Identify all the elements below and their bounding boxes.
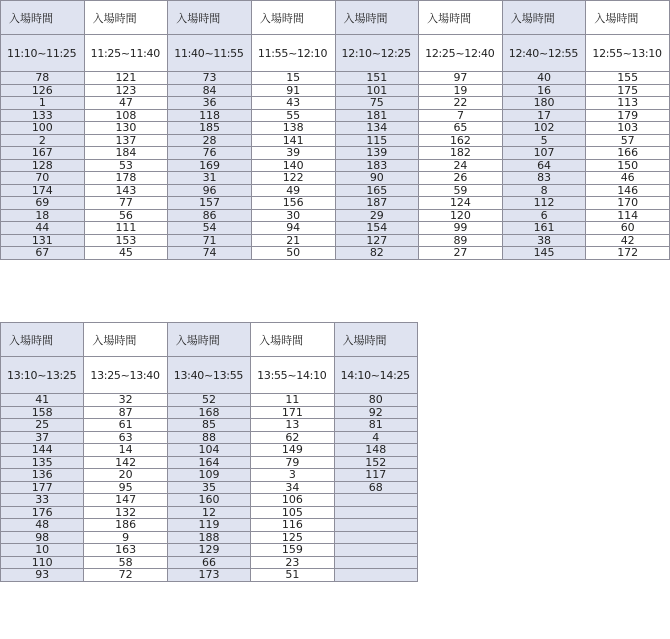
number-cell: 174 (1, 184, 85, 197)
number-cell: 121 (84, 72, 168, 85)
number-cell: 19 (419, 84, 503, 97)
number-cell: 22 (419, 97, 503, 110)
number-cell: 101 (335, 84, 419, 97)
number-cell (334, 531, 417, 544)
table-row (1, 469, 418, 482)
number-cell: 88 (167, 431, 250, 444)
number-cell: 171 (251, 406, 334, 419)
number-cell: 59 (419, 184, 503, 197)
number-cell: 184 (84, 147, 168, 160)
number-cell: 167 (1, 147, 85, 160)
number-cell: 14 (84, 444, 167, 457)
table-row (1, 544, 418, 557)
number-cell: 135 (1, 456, 84, 469)
time-range: 13:25~13:40 (84, 357, 167, 394)
number-cell: 140 (251, 159, 335, 172)
number-cell: 187 (335, 197, 419, 210)
number-cell: 84 (168, 84, 252, 97)
number-cell: 81 (334, 419, 417, 432)
number-cell: 49 (251, 184, 335, 197)
number-cell: 138 (251, 122, 335, 135)
number-cell: 182 (419, 147, 503, 160)
number-cell: 69 (1, 197, 85, 210)
number-cell: 92 (334, 406, 417, 419)
number-cell: 76 (168, 147, 252, 160)
time-range: 12:40~12:55 (502, 35, 586, 72)
number-cell: 7 (419, 109, 503, 122)
number-cell: 103 (586, 122, 670, 135)
table-row (1, 72, 670, 85)
number-cell: 70 (1, 172, 85, 185)
table-row (1, 147, 670, 160)
number-cell: 157 (168, 197, 252, 210)
schedule-table-1-body (1, 1, 670, 260)
number-cell: 47 (84, 97, 168, 110)
number-cell: 134 (335, 122, 419, 135)
number-cell: 179 (586, 109, 670, 122)
number-cell: 173 (167, 569, 250, 582)
number-cell: 169 (168, 159, 252, 172)
column-header: 入場時間 (167, 323, 250, 357)
time-range: 14:10~14:25 (334, 357, 417, 394)
number-cell: 4 (334, 431, 417, 444)
number-cell: 126 (1, 84, 85, 97)
number-cell: 124 (419, 197, 503, 210)
table-row (1, 431, 418, 444)
table-row (1, 394, 418, 407)
number-cell: 180 (502, 97, 586, 110)
schedule-table-2-body (1, 323, 418, 582)
number-cell: 118 (168, 109, 252, 122)
number-cell (334, 519, 417, 532)
schedule-table-1 (0, 0, 670, 260)
number-cell: 150 (586, 159, 670, 172)
number-cell: 129 (167, 544, 250, 557)
number-cell: 102 (502, 122, 586, 135)
number-cell: 113 (586, 97, 670, 110)
table-row (1, 456, 418, 469)
number-cell: 13 (251, 419, 334, 432)
column-header: 入場時間 (502, 1, 586, 35)
number-cell: 143 (84, 184, 168, 197)
number-cell: 125 (251, 531, 334, 544)
number-cell: 108 (84, 109, 168, 122)
number-cell: 62 (251, 431, 334, 444)
number-cell: 41 (1, 394, 84, 407)
number-cell: 23 (251, 556, 334, 569)
number-cell: 133 (1, 109, 85, 122)
time-range: 11:25~11:40 (84, 35, 168, 72)
number-cell: 161 (502, 222, 586, 235)
number-cell: 83 (502, 172, 586, 185)
number-cell: 33 (1, 494, 84, 507)
number-cell: 91 (251, 84, 335, 97)
column-header: 入場時間 (168, 1, 252, 35)
number-cell: 122 (251, 172, 335, 185)
column-header: 入場時間 (251, 1, 335, 35)
number-cell: 123 (84, 84, 168, 97)
number-cell: 65 (419, 122, 503, 135)
column-header: 入場時間 (419, 1, 503, 35)
number-cell: 164 (167, 456, 250, 469)
table-row (1, 134, 670, 147)
number-cell: 172 (586, 247, 670, 260)
number-cell: 8 (502, 184, 586, 197)
number-cell: 162 (419, 134, 503, 147)
number-cell: 38 (502, 234, 586, 247)
number-cell: 104 (167, 444, 250, 457)
number-cell: 90 (335, 172, 419, 185)
number-cell: 3 (251, 469, 334, 482)
table-row (1, 481, 418, 494)
table-row (1, 406, 418, 419)
time-range: 12:55~13:10 (586, 35, 670, 72)
number-cell: 68 (334, 481, 417, 494)
number-cell: 116 (251, 519, 334, 532)
number-cell: 160 (167, 494, 250, 507)
number-cell: 177 (1, 481, 84, 494)
number-cell: 89 (419, 234, 503, 247)
number-cell: 142 (84, 456, 167, 469)
number-cell (334, 569, 417, 582)
number-cell (334, 544, 417, 557)
number-cell: 85 (167, 419, 250, 432)
number-cell: 144 (1, 444, 84, 457)
number-cell: 110 (1, 556, 84, 569)
number-cell: 20 (84, 469, 167, 482)
number-cell: 35 (167, 481, 250, 494)
number-cell: 96 (168, 184, 252, 197)
header-row (1, 323, 418, 357)
number-cell: 43 (251, 97, 335, 110)
number-cell: 56 (84, 209, 168, 222)
table-row (1, 247, 670, 260)
number-cell: 48 (1, 519, 84, 532)
number-cell: 18 (1, 209, 85, 222)
number-cell: 57 (586, 134, 670, 147)
number-cell: 11 (251, 394, 334, 407)
time-range: 13:40~13:55 (167, 357, 250, 394)
number-cell: 12 (167, 506, 250, 519)
number-cell: 78 (1, 72, 85, 85)
table-row (1, 209, 670, 222)
table-row (1, 494, 418, 507)
number-cell: 36 (168, 97, 252, 110)
number-cell: 163 (84, 544, 167, 557)
number-cell: 112 (502, 197, 586, 210)
number-cell: 119 (167, 519, 250, 532)
number-cell: 75 (335, 97, 419, 110)
table-row (1, 531, 418, 544)
time-range-row (1, 35, 670, 72)
number-cell: 111 (84, 222, 168, 235)
number-cell: 148 (334, 444, 417, 457)
number-cell: 32 (84, 394, 167, 407)
number-cell: 181 (335, 109, 419, 122)
number-cell: 66 (167, 556, 250, 569)
number-cell: 165 (335, 184, 419, 197)
number-cell: 24 (419, 159, 503, 172)
number-cell: 127 (335, 234, 419, 247)
number-cell: 67 (1, 247, 85, 260)
number-cell: 128 (1, 159, 85, 172)
number-cell: 114 (586, 209, 670, 222)
table-row (1, 122, 670, 135)
number-cell: 52 (167, 394, 250, 407)
number-cell: 54 (168, 222, 252, 235)
number-cell: 149 (251, 444, 334, 457)
number-cell: 51 (251, 569, 334, 582)
number-cell: 115 (335, 134, 419, 147)
column-header: 入場時間 (84, 323, 167, 357)
number-cell: 93 (1, 569, 84, 582)
number-cell: 98 (1, 531, 84, 544)
number-cell: 158 (1, 406, 84, 419)
number-cell: 6 (502, 209, 586, 222)
table-row (1, 172, 670, 185)
time-range-row (1, 357, 418, 394)
number-cell: 37 (1, 431, 84, 444)
time-range: 13:55~14:10 (251, 357, 334, 394)
number-cell: 74 (168, 247, 252, 260)
number-cell: 86 (168, 209, 252, 222)
table-row (1, 84, 670, 97)
number-cell: 185 (168, 122, 252, 135)
column-header: 入場時間 (251, 323, 334, 357)
number-cell: 137 (84, 134, 168, 147)
number-cell: 60 (586, 222, 670, 235)
number-cell: 105 (251, 506, 334, 519)
number-cell: 29 (335, 209, 419, 222)
number-cell: 73 (168, 72, 252, 85)
table-row (1, 444, 418, 457)
number-cell (334, 506, 417, 519)
number-cell: 154 (335, 222, 419, 235)
table-row (1, 419, 418, 432)
column-header: 入場時間 (334, 323, 417, 357)
number-cell: 95 (84, 481, 167, 494)
number-cell: 77 (84, 197, 168, 210)
number-cell: 17 (502, 109, 586, 122)
number-cell: 186 (84, 519, 167, 532)
table-row (1, 222, 670, 235)
number-cell: 132 (84, 506, 167, 519)
number-cell: 168 (167, 406, 250, 419)
number-cell: 117 (334, 469, 417, 482)
number-cell: 147 (84, 494, 167, 507)
number-cell: 153 (84, 234, 168, 247)
number-cell: 2 (1, 134, 85, 147)
number-cell: 9 (84, 531, 167, 544)
number-cell: 155 (586, 72, 670, 85)
time-range: 13:10~13:25 (1, 357, 84, 394)
number-cell: 71 (168, 234, 252, 247)
number-cell: 152 (334, 456, 417, 469)
number-cell: 141 (251, 134, 335, 147)
column-header: 入場時間 (335, 1, 419, 35)
table-row (1, 97, 670, 110)
number-cell: 145 (502, 247, 586, 260)
number-cell: 176 (1, 506, 84, 519)
time-range: 11:55~12:10 (251, 35, 335, 72)
number-cell: 156 (251, 197, 335, 210)
number-cell: 120 (419, 209, 503, 222)
number-cell: 109 (167, 469, 250, 482)
number-cell: 61 (84, 419, 167, 432)
number-cell: 42 (586, 234, 670, 247)
number-cell: 159 (251, 544, 334, 557)
table-row (1, 109, 670, 122)
number-cell: 100 (1, 122, 85, 135)
number-cell: 151 (335, 72, 419, 85)
number-cell: 94 (251, 222, 335, 235)
number-cell: 131 (1, 234, 85, 247)
number-cell: 28 (168, 134, 252, 147)
table-row (1, 556, 418, 569)
time-range: 11:40~11:55 (168, 35, 252, 72)
number-cell: 79 (251, 456, 334, 469)
number-cell: 44 (1, 222, 85, 235)
number-cell: 166 (586, 147, 670, 160)
column-header: 入場時間 (1, 323, 84, 357)
number-cell: 139 (335, 147, 419, 160)
number-cell: 34 (251, 481, 334, 494)
column-header: 入場時間 (84, 1, 168, 35)
column-header: 入場時間 (1, 1, 85, 35)
column-header: 入場時間 (586, 1, 670, 35)
number-cell: 10 (1, 544, 84, 557)
table-row (1, 159, 670, 172)
number-cell: 16 (502, 84, 586, 97)
number-cell: 50 (251, 247, 335, 260)
number-cell (334, 556, 417, 569)
number-cell: 87 (84, 406, 167, 419)
number-cell: 31 (168, 172, 252, 185)
number-cell: 55 (251, 109, 335, 122)
number-cell: 46 (586, 172, 670, 185)
number-cell: 63 (84, 431, 167, 444)
number-cell: 188 (167, 531, 250, 544)
schedule-table-2 (0, 322, 418, 582)
number-cell: 97 (419, 72, 503, 85)
time-range: 11:10~11:25 (1, 35, 85, 72)
number-cell: 175 (586, 84, 670, 97)
table-row (1, 569, 418, 582)
number-cell: 99 (419, 222, 503, 235)
number-cell: 178 (84, 172, 168, 185)
number-cell: 107 (502, 147, 586, 160)
number-cell: 136 (1, 469, 84, 482)
number-cell: 5 (502, 134, 586, 147)
number-cell: 72 (84, 569, 167, 582)
table-row (1, 197, 670, 210)
number-cell: 106 (251, 494, 334, 507)
number-cell: 1 (1, 97, 85, 110)
number-cell: 30 (251, 209, 335, 222)
table-row (1, 519, 418, 532)
number-cell: 146 (586, 184, 670, 197)
number-cell (334, 494, 417, 507)
number-cell: 15 (251, 72, 335, 85)
table-row (1, 234, 670, 247)
number-cell: 25 (1, 419, 84, 432)
time-range: 12:25~12:40 (419, 35, 503, 72)
header-row (1, 1, 670, 35)
number-cell: 27 (419, 247, 503, 260)
number-cell: 82 (335, 247, 419, 260)
time-range: 12:10~12:25 (335, 35, 419, 72)
number-cell: 80 (334, 394, 417, 407)
number-cell: 64 (502, 159, 586, 172)
number-cell: 53 (84, 159, 168, 172)
number-cell: 130 (84, 122, 168, 135)
number-cell: 26 (419, 172, 503, 185)
number-cell: 170 (586, 197, 670, 210)
table-row (1, 184, 670, 197)
number-cell: 40 (502, 72, 586, 85)
number-cell: 183 (335, 159, 419, 172)
number-cell: 58 (84, 556, 167, 569)
number-cell: 21 (251, 234, 335, 247)
table-row (1, 506, 418, 519)
number-cell: 45 (84, 247, 168, 260)
number-cell: 39 (251, 147, 335, 160)
